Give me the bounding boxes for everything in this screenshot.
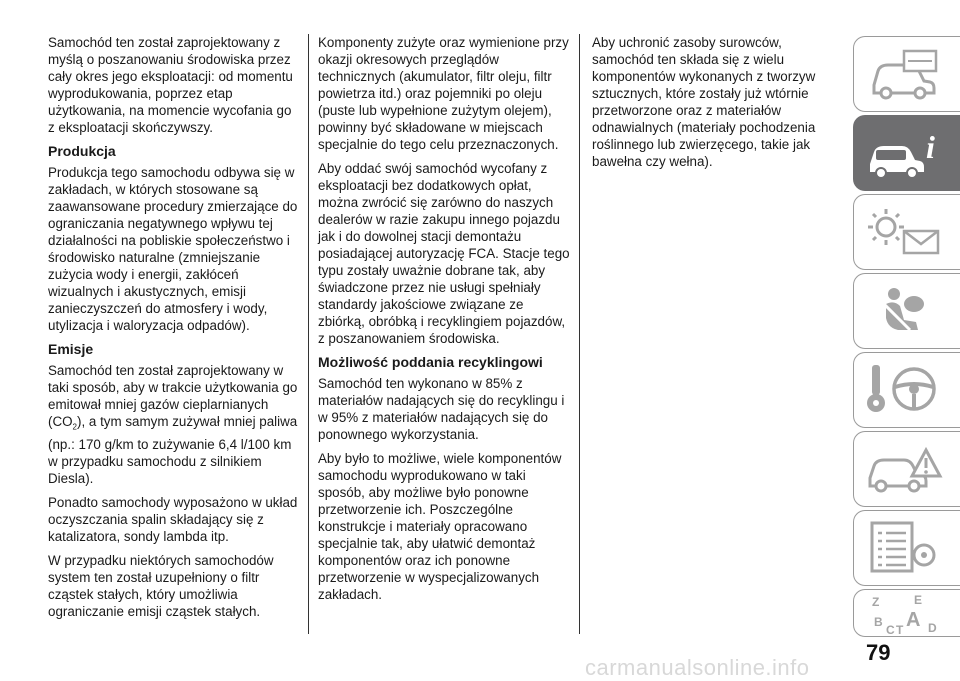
procent-paragraph: Samochód ten wykonano w 85% z materiałów nadających się do recyklingu i w 95% z materiałów nadających się do ponownego wykorzystania. <box>318 376 565 442</box>
index-letter-c: C <box>886 623 895 636</box>
emisje-paragraph <box>48 362 300 487</box>
dpf-paragraph: W przypadku niektórych samochodów system ten został uzupełniony o filtr cząstek stałych, który umożliwia ograniczanie emisji cząstek stałych. <box>48 552 274 619</box>
column-middle <box>318 34 570 610</box>
index-letter-d: D <box>928 621 937 635</box>
tab-safety[interactable] <box>853 273 960 349</box>
warning-lights-message-icon <box>864 203 944 261</box>
column-right <box>592 34 838 177</box>
index-letter-z: Z <box>872 595 880 609</box>
index-letter-a: A <box>906 609 921 631</box>
surowce-paragraph: Aby uchronić zasoby surowców, samochód ten składa się z wielu komponentów wykonanych z tworzyw sztucznych, które zostały już wtórnie przetworzone oraz z materiałów odnawialnych (materiały pochodzenia roślinnego lub zwierzęcego, takie jak bawełna czy wełna). <box>592 35 816 169</box>
column-divider-1 <box>308 34 309 634</box>
tab-car-info[interactable] <box>853 115 960 191</box>
car-overview-icon <box>864 45 944 103</box>
tab-emergency[interactable] <box>853 431 960 507</box>
tab-car-overview[interactable] <box>853 36 960 112</box>
key-steering-wheel-icon <box>864 361 944 419</box>
konstrukcje-paragraph: Aby było to możliwe, wiele komponentów samochodu wyprodukowano w taki sposób, aby możliwe było ponowne przetworzenie ich. Poszczególne konstrukcje i materiały opracowano specjalnie tak, aby ułatwić demontaż komponentów oraz ich ponowne przetworzenie w wyspecjalizowanych zakładach. <box>318 451 562 602</box>
emisje-text-a: Samochód ten został zaprojektowany w taki sposób, aby w trakcie użytkowania go emitował mniej gazów cieplarnianych (CO <box>48 363 298 429</box>
svg-text:i: i <box>926 129 935 165</box>
heading-emisje: Emisje <box>48 341 94 357</box>
column-left <box>48 34 300 627</box>
watermark: carmanualsonline.info <box>585 655 810 680</box>
heading-produkcja: Produkcja <box>48 143 116 159</box>
airbag-safety-icon <box>864 282 944 340</box>
car-emergency-icon <box>864 440 944 498</box>
page-number: 79 <box>866 640 891 665</box>
intro-paragraph: Samochód ten został zaprojektowany z myślą o poszanowaniu środowiska przez cały okres jego eksploatacji: od momentu wyprodukowania, poprzez etap użytkowania, na momencie wycofania go z eksploatacji skończywszy. <box>48 35 293 135</box>
tab-warning-lights[interactable] <box>853 194 960 270</box>
co2-subscript: 2 <box>72 422 77 432</box>
heading-recykling: Możliwość poddania recyklingowi <box>318 354 543 370</box>
oddac-paragraph: Aby oddać swój samochód wycofany z eksploatacji bez dodatkowych opłat, można zwrócić się zarówno do naszych dealerów w razie zakupu innego pojazdu jak i do dowolnej stacji demontażu posiadającej autoryzację FCA. Stacje tego typu zostały uważnie dobrane tak, aby świadczone przez nie usługi spełniały standardy jakościowe związane ze zbiórką, obróbką i recyklingiem pojazdów, z poszanowaniem środowiska. <box>318 161 570 346</box>
index-letter-b: B <box>874 615 883 629</box>
index-letter-e: E <box>914 593 923 607</box>
produkcja-paragraph: Produkcja tego samochodu odbywa się w zakładach, w których stosowane są zaawansowane procedury zmierzające do ograniczania negatywnego wpływu tej działalności na pobliskie społeczeństwo i środowisko naturalne (zmniejszanie zużycia wody i energii, zakłóceń wizualnych i akustycznych, emisji zanieczyszczeń do atmosfery i wody, utylizacja i waloryzacja odpadów). <box>48 165 298 333</box>
tab-index[interactable] <box>853 589 960 637</box>
maintenance-list-icon <box>864 519 944 577</box>
tab-starting-driving[interactable] <box>853 352 960 428</box>
car-info-icon <box>864 124 944 182</box>
column-divider-2 <box>579 34 580 634</box>
emisje-text-b: ), a tym samym zużywał mniej paliwa (np.: 170 g/km to zużywanie 6,4 l/100 km w przypadku samochodu z silnikiem Diesla). <box>48 414 298 486</box>
index-letter-t: T <box>896 623 904 636</box>
index-letters-icon <box>864 592 944 636</box>
komponenty-paragraph: Komponenty zużyte oraz wymienione przy okazji okresowych przeglądów technicznych (akumulator, filtr oleju, filtr powietrza itd.) oraz pojemniki po oleju (puste lub wypełnione zużytym olejem), powinny być składowane w miejscach specjalnie do tego celu przeznaczonych. <box>318 35 569 152</box>
tab-maintenance[interactable] <box>853 510 960 586</box>
filtry-paragraph: Ponadto samochody wyposażono w układ oczyszczania spalin składający się z katalizatora, sondy lambda itp. <box>48 494 298 544</box>
